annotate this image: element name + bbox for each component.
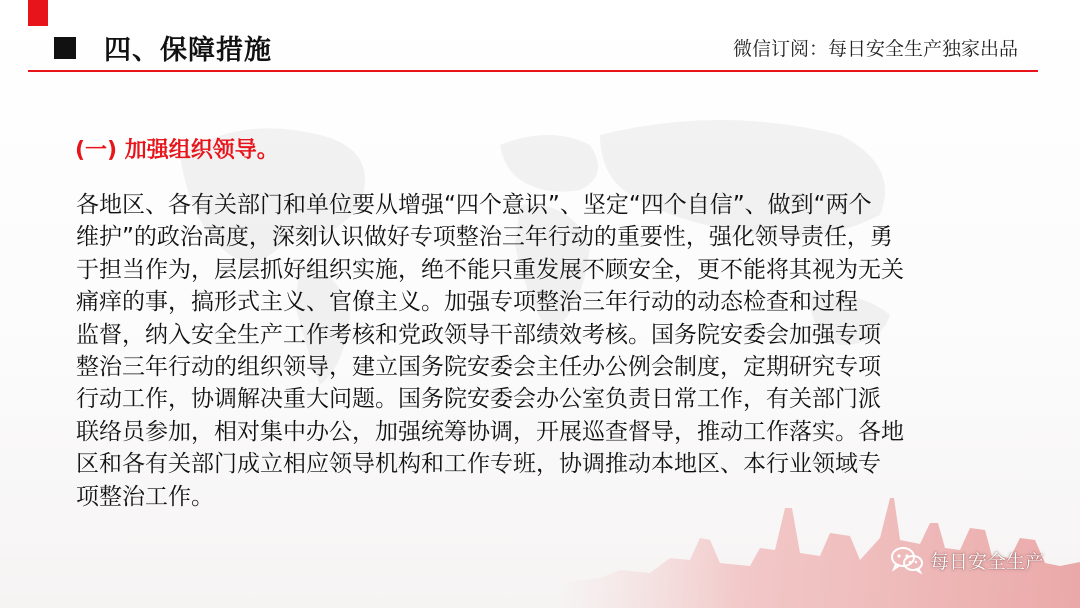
title-square-marker [54,37,76,59]
body-line: 各地区、各有关部门和单位要从增强“四个意识”、坚定“四个自信”、做到“两个 [76,192,872,218]
subscribe-note: 微信订阅：每日安全生产独家出品 [732,38,1018,60]
body-line: 监督，纳入安全生产工作考核和党政领导干部绩效考核。国务院安委会加强专项 [76,321,881,348]
body-line: 维护”的政治高度，深刻认识做好专项整治三年行动的重要性，强化领导责任，勇 [76,224,893,251]
corner-accent-mark [28,0,48,26]
body-line: 行动工作，协调解决重大问题。国务院安委会办公室负责日常工作，有关部门派 [76,386,881,413]
header-divider [28,70,1038,72]
wechat-watermark [890,546,1044,574]
body-paragraph [76,189,1036,513]
body-line: 项整治工作。 [76,483,214,510]
page-title: 四、保障措施 [104,35,272,66]
body-line: 痛痒的事，搞形式主义、官僚主义。加强专项整治三年行动的动态检查和过程 [76,289,858,316]
wechat-icon [890,546,924,574]
body-line: 区和各有关部门成立相应领导机构和工作专班，协调推动本地区、本行业领域专 [76,451,881,478]
body-line: 于担当作为，层层抓好组织实施，绝不能只重发展不顾安全，更不能将其视为无关 [76,256,904,283]
watermark-text: 每日安全生产 [929,550,1044,573]
body-line: 联络员参加，相对集中办公，加强统筹协调，开展巡查督导，推动工作落实。各地 [76,418,904,445]
section-heading: (一) 加强组织领导。 [75,138,279,163]
body-line: 整治三年行动的组织领导，建立国务院安委会主任办公例会制度，定期研究专项 [76,354,881,381]
